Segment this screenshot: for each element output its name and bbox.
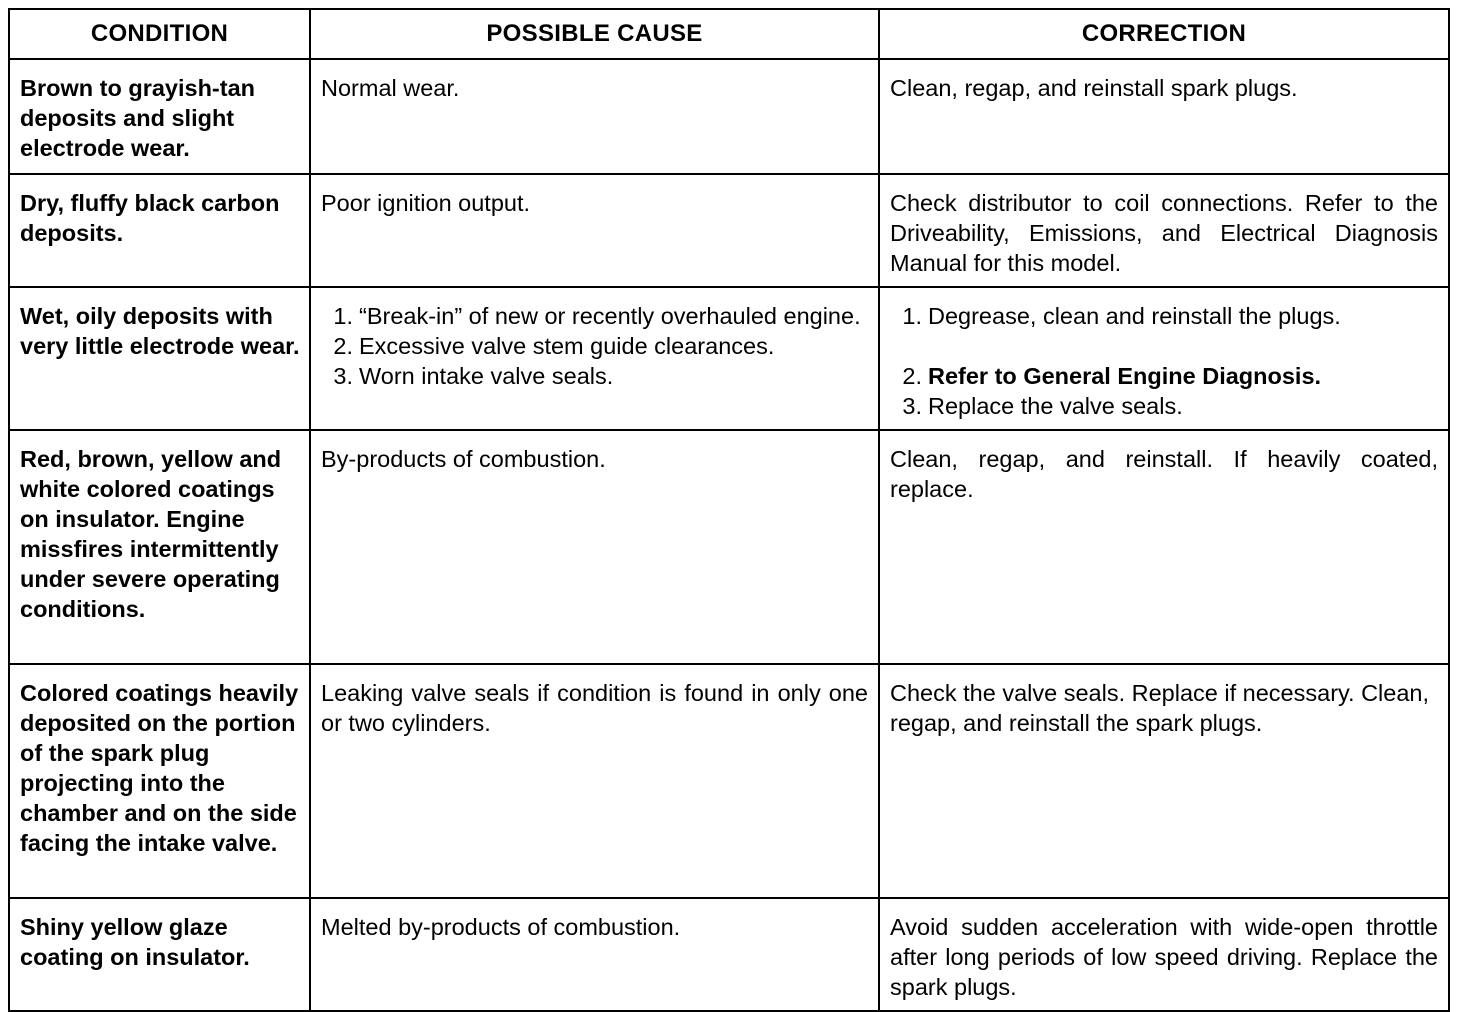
list-number: 2. (902, 363, 922, 389)
cause-text: Melted by-products of combustion. (321, 914, 681, 940)
correction-text: Check the valve seals. Replace if necessary. Clean, regap, and reinstall the spark plugs. (890, 680, 1430, 736)
cause-text: Poor ignition output. (321, 190, 531, 216)
header-possible-cause: POSSIBLE CAUSE (310, 9, 879, 59)
list-number: 1. (902, 303, 922, 329)
correction-text: Clean, regap, and reinstall spark plugs. (890, 75, 1298, 101)
table-row (9, 664, 1449, 898)
list-text: Worn intake valve seals. (359, 363, 614, 389)
correction-list (890, 301, 1438, 421)
correction-cell (879, 664, 1449, 898)
list-text: Replace the valve seals. (928, 393, 1183, 419)
list-number: 3. (333, 363, 353, 389)
list-number: 1. (333, 303, 353, 329)
condition-cell (9, 287, 310, 430)
list-number: 3. (902, 393, 922, 419)
condition-text: Red, brown, yellow and white colored coatings on insulator. Engine missfires intermittently under severe operating conditions. (20, 446, 282, 622)
list-text: “Break-in” of new or recently overhauled engine. (359, 303, 861, 329)
condition-text: Wet, oily deposits with very little electrode wear. (20, 303, 300, 359)
cause-list (321, 301, 868, 391)
cause-text: Normal wear. (321, 75, 460, 101)
cause-cell (310, 174, 879, 287)
condition-text: Shiny yellow glaze coating on insulator. (20, 914, 250, 970)
list-item (890, 301, 1438, 331)
header-correction: CORRECTION (879, 9, 1449, 59)
correction-cell (879, 898, 1449, 1011)
condition-text: Brown to grayish-tan deposits and slight electrode wear. (20, 75, 256, 161)
cause-cell (310, 59, 879, 174)
condition-cell (9, 59, 310, 174)
list-item (321, 361, 868, 391)
list-item (890, 391, 1438, 421)
correction-cell (879, 174, 1449, 287)
cause-cell (310, 287, 879, 430)
list-text: Excessive valve stem guide clearances. (359, 333, 775, 359)
cause-cell (310, 664, 879, 898)
correction-text: Check distributor to coil connections. Refer to the Driveability, Emissions, and Electrical Diagnosis Manual for this model. (890, 190, 1438, 276)
list-item (890, 361, 1438, 391)
condition-cell (9, 664, 310, 898)
cause-text: By-products of combustion. (321, 446, 606, 472)
list-item (321, 301, 868, 331)
condition-cell (9, 430, 310, 664)
header-condition: CONDITION (9, 9, 310, 59)
cause-text: Leaking valve seals if condition is found in only one or two cylinders. (321, 680, 868, 736)
condition-cell (9, 174, 310, 287)
correction-cell (879, 59, 1449, 174)
table-row (9, 430, 1449, 664)
spark-plug-diagnosis-table (8, 8, 1450, 1012)
table-row (9, 59, 1449, 174)
condition-text: Dry, fluffy black carbon deposits. (20, 190, 280, 246)
list-text: Degrease, clean and reinstall the plugs. (928, 303, 1341, 329)
header-row (9, 9, 1449, 59)
table-row (9, 287, 1449, 430)
condition-cell (9, 898, 310, 1011)
table-row (9, 898, 1449, 1011)
list-item (321, 331, 868, 361)
table-row (9, 174, 1449, 287)
list-text: Refer to General Engine Diagnosis. (928, 363, 1322, 389)
correction-cell (879, 287, 1449, 430)
cause-cell (310, 430, 879, 664)
correction-text: Avoid sudden acceleration with wide-open throttle after long periods of low speed driving. Replace the spark plugs. (890, 914, 1438, 1000)
list-number: 2. (333, 333, 353, 359)
correction-text: Clean, regap, and reinstall. If heavily coated, replace. (890, 446, 1438, 502)
cause-cell (310, 898, 879, 1011)
correction-cell (879, 430, 1449, 664)
condition-text: Colored coatings heavily deposited on the portion of the spark plug projecting into the chamber and on the side facing the intake valve. (20, 680, 299, 856)
